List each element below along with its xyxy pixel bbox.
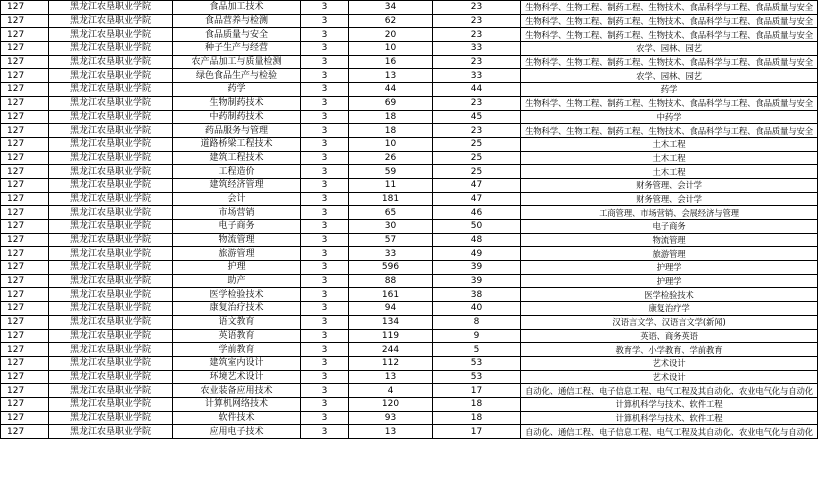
count-cell: 94: [349, 302, 433, 316]
school-code-cell: 127: [1, 1, 49, 15]
school-name-cell: 黑龙江农垦职业学院: [49, 329, 173, 343]
table-row: [1, 356, 818, 370]
count-cell: 11: [349, 178, 433, 192]
duration-cell: 3: [301, 14, 349, 28]
school-name-cell: 黑龙江农垦职业学院: [49, 302, 173, 316]
count-cell: 88: [349, 274, 433, 288]
school-name-cell: 黑龙江农垦职业学院: [49, 233, 173, 247]
count-cell: 16: [349, 55, 433, 69]
table-row: [1, 1, 818, 15]
category-code-cell: 17: [433, 384, 521, 398]
school-code-cell: 127: [1, 261, 49, 275]
target-majors-cell: 生物科学、生物工程、制药工程、生物技术、食品科学与工程、食品质量与安全: [521, 28, 818, 42]
program-name-cell: 应用电子技术: [173, 425, 301, 439]
count-cell: 4: [349, 384, 433, 398]
school-name-cell: 黑龙江农垦职业学院: [49, 137, 173, 151]
category-code-cell: 49: [433, 247, 521, 261]
school-code-cell: 127: [1, 192, 49, 206]
duration-cell: 3: [301, 69, 349, 83]
target-majors-cell: 教育学、小学教育、学前教育: [521, 343, 818, 357]
count-cell: 119: [349, 329, 433, 343]
school-name-cell: 黑龙江农垦职业学院: [49, 425, 173, 439]
program-name-cell: 种子生产与经营: [173, 42, 301, 56]
program-name-cell: 电子商务: [173, 220, 301, 234]
school-name-cell: 黑龙江农垦职业学院: [49, 192, 173, 206]
school-code-cell: 127: [1, 384, 49, 398]
duration-cell: 3: [301, 96, 349, 110]
count-cell: 112: [349, 356, 433, 370]
table-row: [1, 28, 818, 42]
target-majors-cell: 生物科学、生物工程、制药工程、生物技术、食品科学与工程、食品质量与安全: [521, 124, 818, 138]
duration-cell: 3: [301, 370, 349, 384]
category-code-cell: 53: [433, 356, 521, 370]
program-name-cell: 康复治疗技术: [173, 302, 301, 316]
target-majors-cell: 旅游管理: [521, 247, 818, 261]
category-code-cell: 44: [433, 83, 521, 97]
program-name-cell: 农产品加工与质量检测: [173, 55, 301, 69]
duration-cell: 3: [301, 356, 349, 370]
category-code-cell: 25: [433, 137, 521, 151]
category-code-cell: 38: [433, 288, 521, 302]
school-code-cell: 127: [1, 110, 49, 124]
school-code-cell: 127: [1, 165, 49, 179]
category-code-cell: 8: [433, 315, 521, 329]
duration-cell: 3: [301, 110, 349, 124]
category-code-cell: 46: [433, 206, 521, 220]
count-cell: 33: [349, 247, 433, 261]
table-row: [1, 288, 818, 302]
category-code-cell: 47: [433, 192, 521, 206]
category-code-cell: 23: [433, 96, 521, 110]
duration-cell: 3: [301, 42, 349, 56]
school-name-cell: 黑龙江农垦职业学院: [49, 370, 173, 384]
table-row: [1, 261, 818, 275]
program-name-cell: 道路桥梁工程技术: [173, 137, 301, 151]
category-code-cell: 23: [433, 124, 521, 138]
program-name-cell: 旅游管理: [173, 247, 301, 261]
duration-cell: 3: [301, 411, 349, 425]
target-majors-cell: 电子商务: [521, 220, 818, 234]
school-code-cell: 127: [1, 411, 49, 425]
program-name-cell: 计算机网络技术: [173, 397, 301, 411]
target-majors-cell: 护理学: [521, 261, 818, 275]
program-name-cell: 物流管理: [173, 233, 301, 247]
program-name-cell: 药学: [173, 83, 301, 97]
category-code-cell: 23: [433, 55, 521, 69]
duration-cell: 3: [301, 302, 349, 316]
duration-cell: 3: [301, 329, 349, 343]
target-majors-cell: 计算机科学与技术、软件工程: [521, 411, 818, 425]
school-code-cell: 127: [1, 343, 49, 357]
count-cell: 13: [349, 69, 433, 83]
school-name-cell: 黑龙江农垦职业学院: [49, 178, 173, 192]
school-name-cell: 黑龙江农垦职业学院: [49, 343, 173, 357]
school-name-cell: 黑龙江农垦职业学院: [49, 28, 173, 42]
count-cell: 65: [349, 206, 433, 220]
duration-cell: 3: [301, 83, 349, 97]
count-cell: 62: [349, 14, 433, 28]
program-name-cell: 医学检验技术: [173, 288, 301, 302]
program-name-cell: 建筑室内设计: [173, 356, 301, 370]
school-name-cell: 黑龙江农垦职业学院: [49, 124, 173, 138]
school-code-cell: 127: [1, 137, 49, 151]
duration-cell: 3: [301, 274, 349, 288]
school-code-cell: 127: [1, 96, 49, 110]
program-name-cell: 英语教育: [173, 329, 301, 343]
count-cell: 18: [349, 124, 433, 138]
target-majors-cell: 医学检验技术: [521, 288, 818, 302]
duration-cell: 3: [301, 384, 349, 398]
school-name-cell: 黑龙江农垦职业学院: [49, 356, 173, 370]
category-code-cell: 48: [433, 233, 521, 247]
duration-cell: 3: [301, 206, 349, 220]
target-majors-cell: 自动化、通信工程、电子信息工程、电气工程及其自动化、农业电气化与自动化: [521, 384, 818, 398]
school-code-cell: 127: [1, 247, 49, 261]
school-code-cell: 127: [1, 220, 49, 234]
target-majors-cell: 农学、园林、园艺: [521, 42, 818, 56]
school-code-cell: 127: [1, 83, 49, 97]
table-row: [1, 397, 818, 411]
duration-cell: 3: [301, 247, 349, 261]
program-name-cell: 中药制药技术: [173, 110, 301, 124]
target-majors-cell: 艺术设计: [521, 370, 818, 384]
target-majors-cell: 中药学: [521, 110, 818, 124]
school-code-cell: 127: [1, 28, 49, 42]
school-code-cell: 127: [1, 151, 49, 165]
school-name-cell: 黑龙江农垦职业学院: [49, 315, 173, 329]
duration-cell: 3: [301, 28, 349, 42]
school-code-cell: 127: [1, 14, 49, 28]
school-name-cell: 黑龙江农垦职业学院: [49, 165, 173, 179]
duration-cell: 3: [301, 137, 349, 151]
program-name-cell: 语文教育: [173, 315, 301, 329]
table-row: [1, 151, 818, 165]
target-majors-cell: 财务管理、会计学: [521, 178, 818, 192]
target-majors-cell: 工商管理、市场营销、会展经济与管理: [521, 206, 818, 220]
program-name-cell: 食品营养与检测: [173, 14, 301, 28]
table-row: [1, 192, 818, 206]
category-code-cell: 23: [433, 1, 521, 15]
category-code-cell: 40: [433, 302, 521, 316]
duration-cell: 3: [301, 124, 349, 138]
school-code-cell: 127: [1, 69, 49, 83]
school-code-cell: 127: [1, 274, 49, 288]
program-name-cell: 市场营销: [173, 206, 301, 220]
category-code-cell: 17: [433, 425, 521, 439]
table-row: [1, 329, 818, 343]
program-name-cell: 药品服务与管理: [173, 124, 301, 138]
target-majors-cell: 物流管理: [521, 233, 818, 247]
target-majors-cell: 英语、商务英语: [521, 329, 818, 343]
school-name-cell: 黑龙江农垦职业学院: [49, 96, 173, 110]
table-row: [1, 274, 818, 288]
table-row: [1, 425, 818, 439]
program-name-cell: 助产: [173, 274, 301, 288]
school-name-cell: 黑龙江农垦职业学院: [49, 42, 173, 56]
target-majors-cell: 土木工程: [521, 137, 818, 151]
program-name-cell: 学前教育: [173, 343, 301, 357]
table-row: [1, 124, 818, 138]
target-majors-cell: 药学: [521, 83, 818, 97]
duration-cell: 3: [301, 343, 349, 357]
program-name-cell: 会计: [173, 192, 301, 206]
table-row: [1, 206, 818, 220]
school-code-cell: 127: [1, 233, 49, 247]
program-name-cell: 农业装备应用技术: [173, 384, 301, 398]
school-name-cell: 黑龙江农垦职业学院: [49, 288, 173, 302]
duration-cell: 3: [301, 425, 349, 439]
category-code-cell: 18: [433, 411, 521, 425]
target-majors-cell: 艺术设计: [521, 356, 818, 370]
duration-cell: 3: [301, 192, 349, 206]
target-majors-cell: 生物科学、生物工程、制药工程、生物技术、食品科学与工程、食品质量与安全: [521, 55, 818, 69]
program-name-cell: 建筑经济管理: [173, 178, 301, 192]
count-cell: 10: [349, 137, 433, 151]
duration-cell: 3: [301, 315, 349, 329]
school-code-cell: 127: [1, 206, 49, 220]
school-name-cell: 黑龙江农垦职业学院: [49, 261, 173, 275]
category-code-cell: 33: [433, 42, 521, 56]
count-cell: 44: [349, 83, 433, 97]
category-code-cell: 47: [433, 178, 521, 192]
school-code-cell: 127: [1, 425, 49, 439]
school-name-cell: 黑龙江农垦职业学院: [49, 110, 173, 124]
table-row: [1, 315, 818, 329]
table-row: [1, 69, 818, 83]
category-code-cell: 53: [433, 370, 521, 384]
table-row: [1, 96, 818, 110]
count-cell: 59: [349, 165, 433, 179]
program-name-cell: 软件技术: [173, 411, 301, 425]
target-majors-cell: 康复治疗学: [521, 302, 818, 316]
table-row: [1, 110, 818, 124]
program-name-cell: 建筑工程技术: [173, 151, 301, 165]
target-majors-cell: 财务管理、会计学: [521, 192, 818, 206]
table-row: [1, 178, 818, 192]
target-majors-cell: 生物科学、生物工程、制药工程、生物技术、食品科学与工程、食品质量与安全: [521, 96, 818, 110]
duration-cell: 3: [301, 151, 349, 165]
count-cell: 10: [349, 42, 433, 56]
count-cell: 161: [349, 288, 433, 302]
school-name-cell: 黑龙江农垦职业学院: [49, 274, 173, 288]
count-cell: 34: [349, 1, 433, 15]
category-code-cell: 23: [433, 14, 521, 28]
count-cell: 13: [349, 425, 433, 439]
program-name-cell: 护理: [173, 261, 301, 275]
table-row: [1, 247, 818, 261]
count-cell: 30: [349, 220, 433, 234]
school-name-cell: 黑龙江农垦职业学院: [49, 206, 173, 220]
table-row: [1, 42, 818, 56]
category-code-cell: 5: [433, 343, 521, 357]
duration-cell: 3: [301, 397, 349, 411]
duration-cell: 3: [301, 178, 349, 192]
program-name-cell: 食品加工技术: [173, 1, 301, 15]
count-cell: 26: [349, 151, 433, 165]
target-majors-cell: 计算机科学与技术、软件工程: [521, 397, 818, 411]
target-majors-cell: 生物科学、生物工程、制药工程、生物技术、食品科学与工程、食品质量与安全: [521, 14, 818, 28]
school-name-cell: 黑龙江农垦职业学院: [49, 83, 173, 97]
school-name-cell: 黑龙江农垦职业学院: [49, 55, 173, 69]
program-name-cell: 生物制药技术: [173, 96, 301, 110]
school-code-cell: 127: [1, 178, 49, 192]
school-code-cell: 127: [1, 329, 49, 343]
target-majors-cell: 汉语言文学、汉语言文学(新闻): [521, 315, 818, 329]
school-code-cell: 127: [1, 315, 49, 329]
table-row: [1, 165, 818, 179]
category-code-cell: 45: [433, 110, 521, 124]
school-name-cell: 黑龙江农垦职业学院: [49, 397, 173, 411]
category-code-cell: 18: [433, 397, 521, 411]
category-code-cell: 50: [433, 220, 521, 234]
count-cell: 20: [349, 28, 433, 42]
school-name-cell: 黑龙江农垦职业学院: [49, 14, 173, 28]
program-name-cell: 工程造价: [173, 165, 301, 179]
target-majors-cell: 自动化、通信工程、电子信息工程、电气工程及其自动化、农业电气化与自动化: [521, 425, 818, 439]
category-code-cell: 25: [433, 165, 521, 179]
school-code-cell: 127: [1, 124, 49, 138]
count-cell: 93: [349, 411, 433, 425]
count-cell: 596: [349, 261, 433, 275]
school-name-cell: 黑龙江农垦职业学院: [49, 247, 173, 261]
duration-cell: 3: [301, 261, 349, 275]
target-majors-cell: 农学、园林、园艺: [521, 69, 818, 83]
category-code-cell: 23: [433, 28, 521, 42]
school-code-cell: 127: [1, 288, 49, 302]
school-code-cell: 127: [1, 370, 49, 384]
table-row: [1, 220, 818, 234]
count-cell: 69: [349, 96, 433, 110]
table-row: [1, 137, 818, 151]
school-code-cell: 127: [1, 42, 49, 56]
count-cell: 13: [349, 370, 433, 384]
table-row: [1, 55, 818, 69]
duration-cell: 3: [301, 55, 349, 69]
table-row: [1, 411, 818, 425]
school-code-cell: 127: [1, 397, 49, 411]
table-row: [1, 384, 818, 398]
category-code-cell: 9: [433, 329, 521, 343]
school-name-cell: 黑龙江农垦职业学院: [49, 151, 173, 165]
school-name-cell: 黑龙江农垦职业学院: [49, 411, 173, 425]
duration-cell: 3: [301, 220, 349, 234]
table-row: [1, 343, 818, 357]
table-row: [1, 14, 818, 28]
program-name-cell: 环境艺术设计: [173, 370, 301, 384]
school-code-cell: 127: [1, 356, 49, 370]
category-code-cell: 33: [433, 69, 521, 83]
school-code-cell: 127: [1, 55, 49, 69]
count-cell: 134: [349, 315, 433, 329]
table-row: [1, 370, 818, 384]
count-cell: 181: [349, 192, 433, 206]
count-cell: 244: [349, 343, 433, 357]
category-code-cell: 39: [433, 274, 521, 288]
program-name-cell: 绿色食品生产与检验: [173, 69, 301, 83]
table-row: [1, 233, 818, 247]
category-code-cell: 25: [433, 151, 521, 165]
count-cell: 18: [349, 110, 433, 124]
count-cell: 120: [349, 397, 433, 411]
duration-cell: 3: [301, 233, 349, 247]
target-majors-cell: 土木工程: [521, 165, 818, 179]
duration-cell: 3: [301, 288, 349, 302]
target-majors-cell: 生物科学、生物工程、制药工程、生物技术、食品科学与工程、食品质量与安全: [521, 1, 818, 15]
table-row: [1, 83, 818, 97]
target-majors-cell: 土木工程: [521, 151, 818, 165]
school-name-cell: 黑龙江农垦职业学院: [49, 1, 173, 15]
program-name-cell: 食品质量与安全: [173, 28, 301, 42]
school-name-cell: 黑龙江农垦职业学院: [49, 69, 173, 83]
target-majors-cell: 护理学: [521, 274, 818, 288]
count-cell: 57: [349, 233, 433, 247]
category-code-cell: 39: [433, 261, 521, 275]
duration-cell: 3: [301, 165, 349, 179]
duration-cell: 3: [301, 1, 349, 15]
table-row: [1, 302, 818, 316]
school-code-cell: 127: [1, 302, 49, 316]
school-name-cell: 黑龙江农垦职业学院: [49, 220, 173, 234]
school-name-cell: 黑龙江农垦职业学院: [49, 384, 173, 398]
